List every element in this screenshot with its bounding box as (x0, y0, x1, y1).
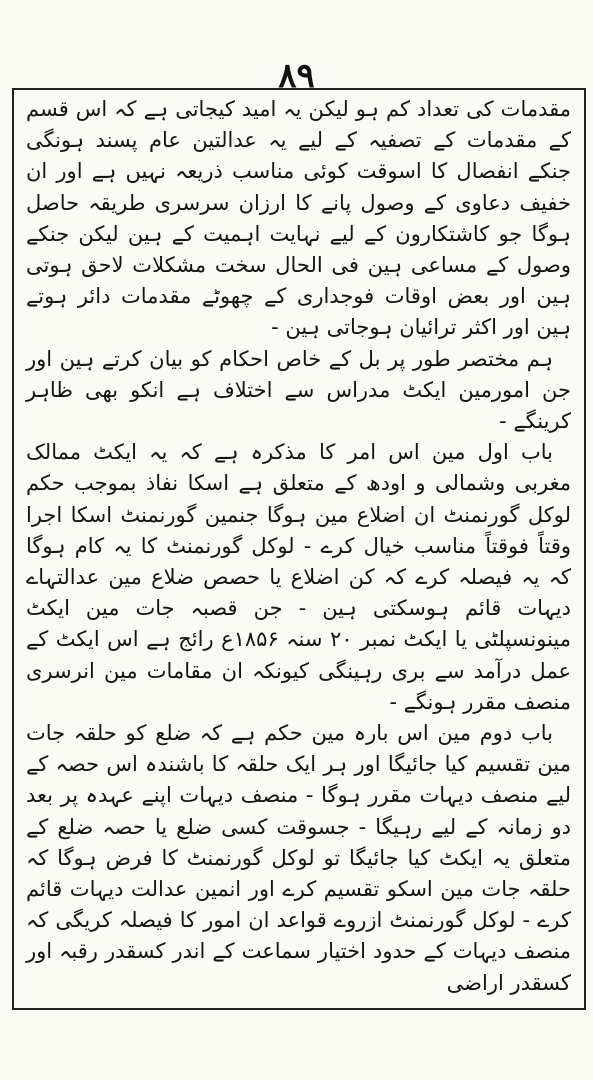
paragraph-4: باب دوم مین اس بارہ مین حکم ہے کہ ضلع کو حلقہ جات مین تقسیم کیا جائیگا اور ہر ایک حلقہ کا باشندہ اس حصہ کے لیے منصف دیہات مقرر ہوگا - منصف دیہات اپنے عہدہ پر بعد دو زمانہ کے لیے رہیگا - جسوقت کسی ضلع یا حصہ ضلع کے متعلق یہ ایکٹ کیا جائیگا تو لوکل گورنمنٹ کا فرض ہوگا کہ حلقہ جات مین اسکو تقسیم کرے اور انمین عدالت دیہات قائم کرے - لوکل گورنمنٹ ازروے قواعد ان امور کا فیصلہ کریگی کہ منصف دیہات کے حدود اختیار سماعت کے اندر کسقدر رقبہ اور کسقدر اراضی (26, 721, 571, 995)
paragraph-1: مقدمات کی تعداد کم ہو لیکن یہ امید کیجاتی ہے کہ اس قسم کے مقدمات کے تصفیہ کے لیے یہ عدالتین عام پسند ہونگی جنکے انفصال کا اسوقت کوئی مناسب ذریعہ نہیں ہے اور ان خفیف دعاوی کے وصول پانے کا ارزان سرسری طریقہ حاصل ہوگا جو کاشتکارون کے لیے نہایت اہمیت کے ہین لیکن جنکے وصول کے مساعی ہین فی الحال سخت مشکلات لاحق ہوتی ہین اور بعض اوقات فوجداری کے چھوٹے مقدمات دائر ہوتے ہین اور اکثر ترائیان ہوجاتی ہین - (26, 97, 571, 340)
paragraph-3: باب اول مین اس امر کا مذکرہ ہے کہ یہ ایکٹ ممالک مغربی وشمالی و اودھ کے متعلق ہے اسکا نفاذ بموجب حکم لوکل گورنمنٹ ان اضلاع مین ہوگا جنمین گورنمنٹ اسکا اجرا وقتاً فوقتاً مناسب خیال کرے - لوکل گورنمنٹ کا یہ کام ہوگا کہ یہ فیصلہ کرے کہ کن اضلاع یا حصص ضلاع مین عدالتہاے دیہات قائم ہوسکتی ہین - جن قصبہ جات مین ایکٹ مینونسپلٹی یا ایکٹ نمبر ۲۰ سنہ ۱۸۵۶ع رائج ہے اس ایکٹ کے عمل درآمد سے بری رہینگی کیونکہ ان مقامات مین انرسری منصف مقرر ہونگے - (26, 440, 572, 714)
page-number: ۸۹ (278, 56, 315, 96)
body-text (26, 94, 571, 999)
paragraph-2: ہم مختصر طور پر بل کے خاص احکام کو بیان کرتے ہین اور جن امورمین ایکٹ مدراس سے اختلاف ہے انکو بھی ظاہر کرینگے - (26, 346, 571, 434)
